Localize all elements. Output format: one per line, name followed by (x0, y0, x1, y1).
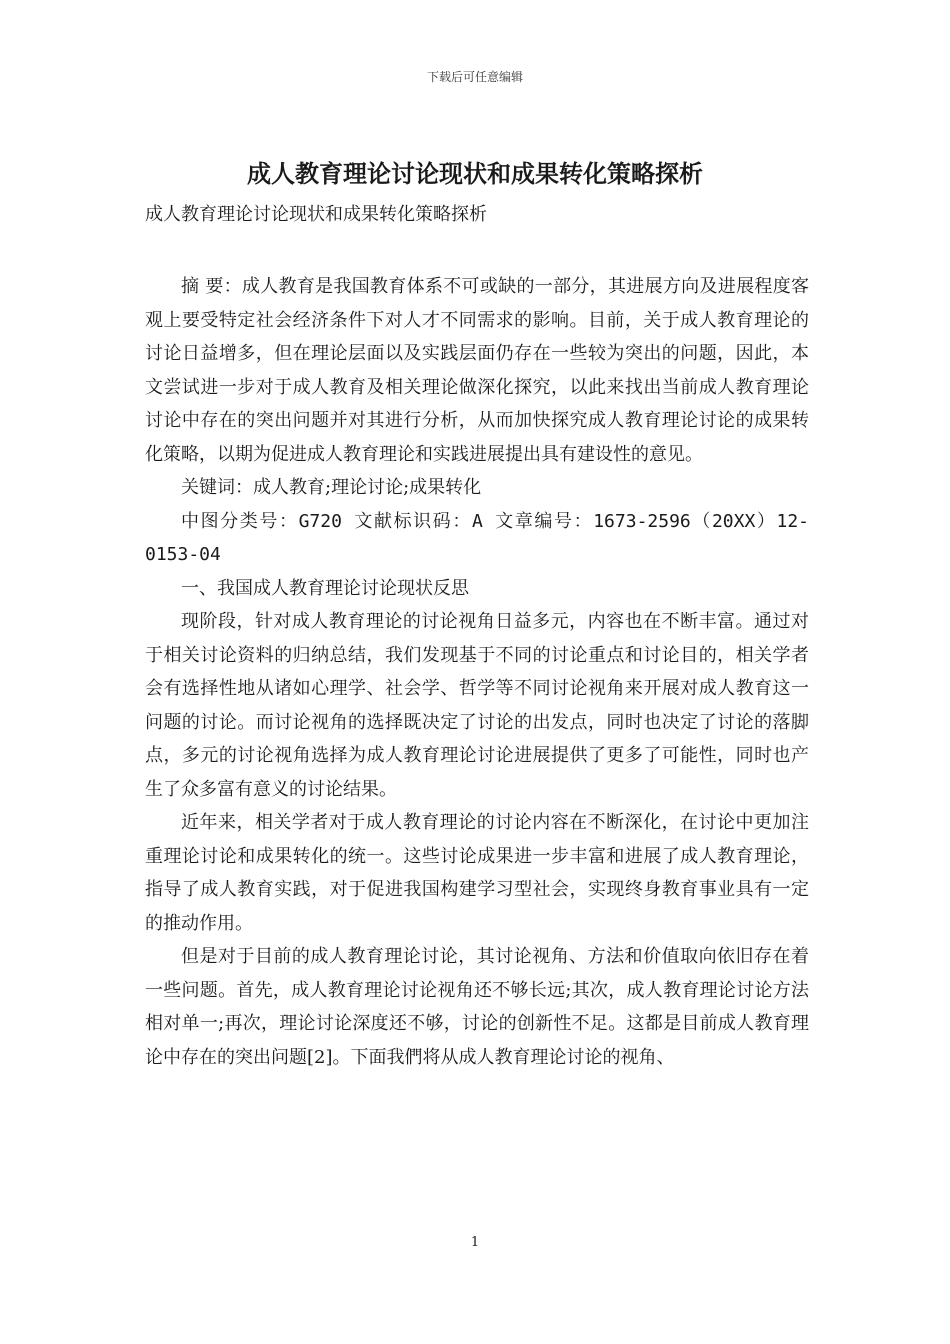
document-subtitle: 成人教育理论讨论现状和成果转化策略探析 (145, 204, 487, 225)
page-number: 1 (470, 1235, 480, 1250)
keywords-line: 关键词：成人教育;理论讨论;成果转化 (181, 477, 482, 498)
body-paragraph: 现阶段，针对成人教育理论的讨论视角日益多元，内容也在不断丰富。通过对于相关讨论资料的归纳总结，我们发现基于不同的讨论重点和讨论目的，相关学者会有选择性地从诸如心理学、社会学、哲学等不同讨论视角来开展对成人教育这一问题的讨论。而讨论视角的选择既决定了讨论的出发点，同时也决定了讨论的落脚点，多元的讨论视角选择为成人教育理论讨论进展提供了更多了可能性，同时也产生了众多富有意义的讨论结果。 (145, 611, 809, 800)
abstract-paragraph: 摘 要：成人教育是我国教育体系不可或缺的一部分，其进展方向及进展程度客观上要受特定社会经济条件下对人才不同需求的影响。目前，关于成人教育理论的讨论日益增多，但在理论层面以及实践层面仍存在一些较为突出的问题，因此，本文尝试进一步对于成人教育及相关理论做深化探究，以此来找出当前成人教育理论讨论中存在的突出问题并对其进行分析，从而加快探究成人教育理论讨论的成果转化策略，以期为促进成人教育理论和实践进展提出具有建设性的意见。 (145, 276, 809, 465)
body-paragraph: 但是对于目前的成人教育理论讨论，其讨论视角、方法和价值取向依旧存在着一些问题。首先，成人教育理论讨论视角还不够长远;其次，成人教育理论讨论方法相对单一;再次，理论讨论深度还不够，讨论的创新性不足。这都是目前成人教育理论中存在的突出问题[2]。下面我們将从成人教育理论讨论的视角、 (145, 946, 809, 1068)
section-heading: 一、我国成人教育理论讨论现状反思 (181, 577, 469, 599)
document-body (145, 270, 809, 1074)
classification-line: 中图分类号：G720 文献标识码：A 文章编号：1673-2596（20XX）12-0153-04 (145, 510, 809, 565)
body-paragraph: 近年来，相关学者对于成人教育理论的讨论内容在不断深化，在讨论中更加注重理论讨论和成果转化的统一。这些讨论成果进一步丰富和进展了成人教育理论，指导了成人教育实践，对于促进我国构建学习型社会，实现终身教育事业具有一定的推动作用。 (145, 812, 809, 934)
header-note: 下载后可任意编辑 (426, 70, 523, 84)
document-title: 成人教育理论讨论现状和成果转化策略探析 (247, 159, 703, 188)
